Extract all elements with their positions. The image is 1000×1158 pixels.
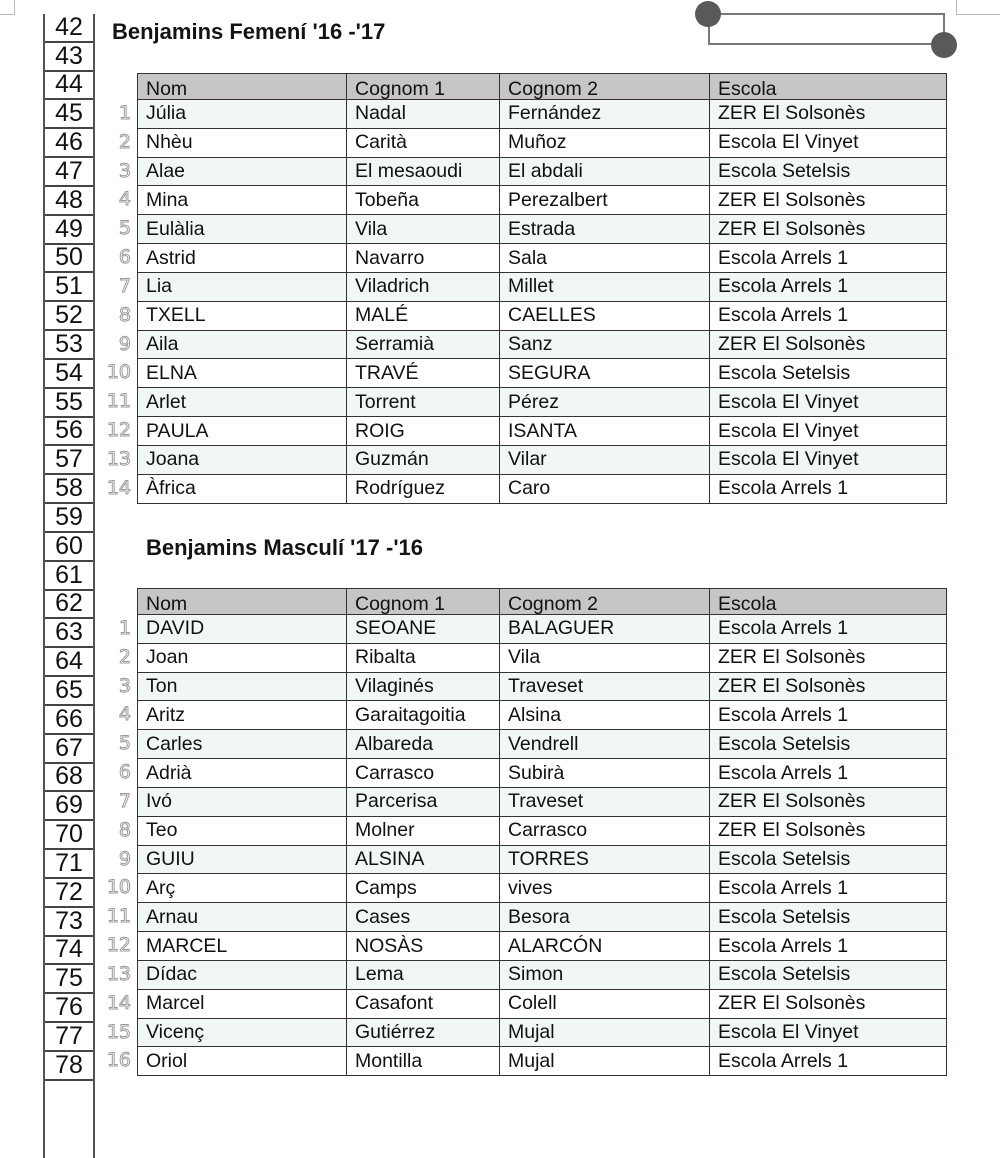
row-index-number: 6 [118, 246, 131, 269]
row-header[interactable]: 69 [45, 792, 93, 821]
cell-cognom-2[interactable]: ALARCÓN [500, 932, 710, 961]
grid-corner [956, 0, 1000, 15]
row-header[interactable]: 72 [45, 879, 93, 908]
row-index-number: 12 [106, 934, 131, 957]
cell-escola[interactable]: ZER El Solsonès [710, 215, 947, 244]
cell-nom[interactable]: Aila [138, 330, 347, 359]
row-header[interactable]: 43 [45, 43, 93, 72]
table-row [138, 272, 947, 301]
cell-nom[interactable]: Arnau [138, 903, 347, 932]
cell-cognom-1[interactable]: ALSINA [347, 845, 500, 874]
row-header[interactable]: 42 [45, 14, 93, 43]
cell-nom[interactable]: Àfrica [138, 474, 347, 503]
cell-nom[interactable]: Vicenç [138, 1018, 347, 1047]
cell-cognom-2[interactable]: Besora [500, 903, 710, 932]
table-row [138, 730, 947, 759]
cell-escola[interactable]: Escola Setelsis [710, 960, 947, 989]
cell-escola[interactable]: Escola Setelsis [710, 845, 947, 874]
row-index-number: 2 [118, 645, 131, 668]
row-index-number: 14 [106, 991, 131, 1014]
cell-escola[interactable]: ZER El Solsonès [710, 330, 947, 359]
cell-nom[interactable]: Aritz [138, 701, 347, 730]
cell-escola[interactable]: ZER El Solsonès [710, 816, 947, 845]
section-title-female: Benjamins Femení '16 -'17 [112, 19, 386, 44]
row-header[interactable]: 74 [45, 937, 93, 966]
cell-cognom-2[interactable]: Muñoz [500, 128, 710, 157]
cell-cognom-2[interactable]: ISANTA [500, 417, 710, 446]
cell-cognom-2[interactable]: Simon [500, 960, 710, 989]
row-index-number: 10 [106, 361, 131, 384]
cell-cognom-1[interactable]: El mesaoudi [347, 157, 500, 186]
cell-cognom-1[interactable]: Garaitagoitia [347, 701, 500, 730]
cell-cognom-1[interactable]: Parcerisa [347, 787, 500, 816]
cell-nom[interactable]: Teo [138, 816, 347, 845]
cell-escola[interactable]: Escola Setelsis [710, 730, 947, 759]
row-header[interactable]: 46 [45, 129, 93, 158]
row-header[interactable]: 63 [45, 619, 93, 648]
cell-nom[interactable]: GUIU [138, 845, 347, 874]
cell-nom[interactable]: Ton [138, 672, 347, 701]
row-header-column [43, 14, 95, 1158]
cell-cognom-1[interactable]: Camps [347, 874, 500, 903]
cell-cognom-1[interactable]: Nadal [347, 100, 500, 129]
row-header[interactable]: 62 [45, 591, 93, 620]
row-header[interactable]: 44 [45, 72, 93, 101]
table-row [138, 417, 947, 446]
cell-escola[interactable]: Escola El Vinyet [710, 128, 947, 157]
table-row [138, 244, 947, 273]
cell-escola[interactable]: Escola El Vinyet [710, 417, 947, 446]
cell-selection[interactable] [708, 13, 945, 45]
cell-escola[interactable]: ZER El Solsonès [710, 100, 947, 129]
column-header-nom[interactable]: Nom [138, 589, 347, 615]
cell-cognom-2[interactable]: Caro [500, 474, 710, 503]
table-row [138, 157, 947, 186]
row-header[interactable]: 47 [45, 158, 93, 187]
table-row [138, 759, 947, 788]
cell-escola[interactable]: Escola Setelsis [710, 903, 947, 932]
cell-escola[interactable]: Escola El Vinyet [710, 388, 947, 417]
table-row [138, 874, 947, 903]
row-header[interactable]: 73 [45, 908, 93, 937]
table-row [138, 388, 947, 417]
row-index-number: 15 [106, 1020, 131, 1043]
row-index-number: 5 [118, 732, 131, 755]
cell-cognom-2[interactable]: Pérez [500, 388, 710, 417]
cell-nom[interactable]: Mina [138, 186, 347, 215]
row-index-number: 13 [106, 447, 131, 470]
cell-escola[interactable]: Escola El Vinyet [710, 1018, 947, 1047]
row-header[interactable]: 78 [45, 1052, 93, 1081]
cell-nom[interactable]: TXELL [138, 301, 347, 330]
row-header[interactable]: 59 [45, 504, 93, 533]
cell-cognom-2[interactable]: Perezalbert [500, 186, 710, 215]
cell-nom[interactable]: Adrià [138, 759, 347, 788]
cell-nom[interactable]: MARCEL [138, 932, 347, 961]
row-index-number: 8 [118, 818, 131, 841]
table-row [138, 474, 947, 503]
table-row [138, 359, 947, 388]
table-row [138, 445, 947, 474]
row-header[interactable]: 53 [45, 331, 93, 360]
cell-nom[interactable]: Lia [138, 272, 347, 301]
row-index-number: 13 [106, 962, 131, 985]
row-index-number: 4 [118, 188, 131, 211]
row-index-number: 5 [118, 217, 131, 240]
column-header-escola[interactable]: Escola [710, 74, 947, 100]
row-index-number: 10 [106, 876, 131, 899]
row-header[interactable]: 65 [45, 677, 93, 706]
cell-cognom-1[interactable]: Guzmán [347, 445, 500, 474]
row-index-number: 6 [118, 761, 131, 784]
row-index-number: 7 [118, 274, 131, 297]
column-header-cognom-2[interactable]: Cognom 2 [500, 589, 710, 615]
cell-nom[interactable]: Nhèu [138, 128, 347, 157]
cell-nom[interactable]: Oriol [138, 1047, 347, 1076]
cell-cognom-1[interactable]: SEOANE [347, 615, 500, 644]
cell-cognom-2[interactable]: Millet [500, 272, 710, 301]
cell-escola[interactable]: Escola Arrels 1 [710, 244, 947, 273]
row-index-number: 11 [106, 905, 131, 928]
row-header[interactable]: 77 [45, 1023, 93, 1052]
cell-nom[interactable]: Arlet [138, 388, 347, 417]
cell-escola[interactable]: ZER El Solsonès [710, 787, 947, 816]
cell-escola[interactable]: Escola Arrels 1 [710, 932, 947, 961]
cell-escola[interactable]: Escola Arrels 1 [710, 1047, 947, 1076]
cell-cognom-1[interactable]: Cases [347, 903, 500, 932]
table-row [138, 330, 947, 359]
cell-nom[interactable]: Eulàlia [138, 215, 347, 244]
cell-cognom-1[interactable]: Navarro [347, 244, 500, 273]
cell-cognom-1[interactable]: Rodríguez [347, 474, 500, 503]
cell-nom[interactable]: Marcel [138, 989, 347, 1018]
row-header[interactable]: 58 [45, 475, 93, 504]
column-header-nom[interactable]: Nom [138, 74, 347, 100]
row-index-number: 9 [118, 847, 131, 870]
cell-escola[interactable]: Escola El Vinyet [710, 445, 947, 474]
cell-cognom-2[interactable]: Mujal [500, 1018, 710, 1047]
row-header[interactable]: 57 [45, 446, 93, 475]
cell-nom[interactable]: Carles [138, 730, 347, 759]
row-index-number: 9 [118, 332, 131, 355]
cell-cognom-1[interactable]: ROIG [347, 417, 500, 446]
selection-end-handle[interactable] [931, 32, 957, 58]
row-index-number: 7 [118, 789, 131, 812]
cell-cognom-1[interactable]: Carità [347, 128, 500, 157]
table-row [138, 845, 947, 874]
row-header[interactable]: 66 [45, 706, 93, 735]
row-index-number: 12 [106, 419, 131, 442]
row-index-number: 3 [118, 674, 131, 697]
table-row [138, 903, 947, 932]
cell-escola[interactable]: Escola Arrels 1 [710, 474, 947, 503]
row-index-number: 1 [118, 102, 131, 124]
cell-cognom-1[interactable]: Tobeña [347, 186, 500, 215]
cell-escola[interactable]: ZER El Solsonès [710, 643, 947, 672]
cell-cognom-1[interactable]: Molner [347, 816, 500, 845]
cell-nom[interactable]: Joan [138, 643, 347, 672]
cell-escola[interactable]: Escola Arrels 1 [710, 759, 947, 788]
cell-cognom-2[interactable]: BALAGUER [500, 615, 710, 644]
table-header-row [138, 74, 947, 100]
cell-cognom-2[interactable]: Traveset [500, 787, 710, 816]
cell-cognom-2[interactable]: Mujal [500, 1047, 710, 1076]
cell-cognom-2[interactable]: Carrasco [500, 816, 710, 845]
row-index-number: 3 [118, 159, 131, 182]
roster-table-female [137, 73, 947, 504]
cell-nom[interactable]: Arç [138, 874, 347, 903]
cell-escola[interactable]: Escola Arrels 1 [710, 272, 947, 301]
section-title-male: Benjamins Masculí '17 -'16 [146, 535, 424, 560]
row-index-number: 2 [118, 130, 131, 153]
cell-escola[interactable]: ZER El Solsonès [710, 672, 947, 701]
cell-cognom-1[interactable]: Vilaginés [347, 672, 500, 701]
column-header-cognom-1[interactable]: Cognom 1 [347, 74, 500, 100]
roster-table-male [137, 588, 947, 1076]
cell-cognom-1[interactable]: MALÉ [347, 301, 500, 330]
cell-cognom-1[interactable]: Serramià [347, 330, 500, 359]
cell-cognom-1[interactable]: Torrent [347, 388, 500, 417]
row-header[interactable]: 45 [45, 100, 93, 129]
cell-nom[interactable]: Ivó [138, 787, 347, 816]
row-header[interactable]: 64 [45, 648, 93, 677]
table-row [138, 932, 947, 961]
cell-cognom-2[interactable]: CAELLES [500, 301, 710, 330]
row-header[interactable]: 49 [45, 216, 93, 245]
table-row [138, 672, 947, 701]
row-header[interactable]: 54 [45, 360, 93, 389]
cell-nom[interactable]: ELNA [138, 359, 347, 388]
row-index-number: 1 [118, 617, 131, 639]
column-header-cognom-2[interactable]: Cognom 2 [500, 74, 710, 100]
cell-cognom-2[interactable]: Fernández [500, 100, 710, 129]
cell-nom[interactable]: PAULA [138, 417, 347, 446]
row-index-number: 11 [106, 390, 131, 413]
table-row [138, 301, 947, 330]
table-row [138, 643, 947, 672]
cell-nom[interactable]: Astrid [138, 244, 347, 273]
cell-escola[interactable]: Escola Arrels 1 [710, 301, 947, 330]
row-header[interactable]: 61 [45, 562, 93, 591]
row-header[interactable]: 70 [45, 821, 93, 850]
cell-cognom-1[interactable]: Casafont [347, 989, 500, 1018]
cell-escola[interactable]: Escola Setelsis [710, 359, 947, 388]
cell-cognom-2[interactable]: vives [500, 874, 710, 903]
row-index-number: 14 [106, 476, 131, 499]
cell-cognom-1[interactable]: Lema [347, 960, 500, 989]
table-header-row [138, 589, 947, 615]
cell-cognom-1[interactable]: Ribalta [347, 643, 500, 672]
table-row [138, 960, 947, 989]
cell-escola[interactable]: ZER El Solsonès [710, 186, 947, 215]
cell-cognom-2[interactable]: Estrada [500, 215, 710, 244]
row-header[interactable]: 60 [45, 533, 93, 562]
row-header[interactable]: 56 [45, 418, 93, 447]
table-row [138, 701, 947, 730]
cell-cognom-2[interactable]: Vendrell [500, 730, 710, 759]
cell-cognom-1[interactable]: Carrasco [347, 759, 500, 788]
row-header[interactable]: 75 [45, 965, 93, 994]
table-row [138, 615, 947, 644]
cell-escola[interactable]: Escola Setelsis [710, 157, 947, 186]
row-header[interactable]: 67 [45, 735, 93, 764]
row-header[interactable]: 71 [45, 850, 93, 879]
row-header[interactable]: 48 [45, 187, 93, 216]
selection-start-handle[interactable] [695, 1, 721, 27]
table-row [138, 100, 947, 129]
cell-nom[interactable]: Júlia [138, 100, 347, 129]
table-row [138, 989, 947, 1018]
cell-cognom-2[interactable]: SEGURA [500, 359, 710, 388]
cell-escola[interactable]: ZER El Solsonès [710, 989, 947, 1018]
cell-cognom-1[interactable]: Albareda [347, 730, 500, 759]
column-header-escola[interactable]: Escola [710, 589, 947, 615]
cell-nom[interactable]: Joana [138, 445, 347, 474]
row-index-number: 16 [106, 1049, 131, 1072]
cell-nom[interactable]: Dídac [138, 960, 347, 989]
row-header[interactable]: 50 [45, 245, 93, 274]
cell-cognom-2[interactable]: Traveset [500, 672, 710, 701]
row-header[interactable]: 55 [45, 389, 93, 418]
cell-escola[interactable]: Escola Arrels 1 [710, 874, 947, 903]
row-header[interactable]: 68 [45, 764, 93, 793]
table-row [138, 1018, 947, 1047]
row-header[interactable]: 51 [45, 273, 93, 302]
table-row [138, 215, 947, 244]
cell-cognom-2[interactable]: Vila [500, 643, 710, 672]
cell-cognom-2[interactable]: El abdali [500, 157, 710, 186]
cell-cognom-2[interactable]: Colell [500, 989, 710, 1018]
cell-cognom-2[interactable]: Alsina [500, 701, 710, 730]
cell-nom[interactable]: Alae [138, 157, 347, 186]
cell-cognom-2[interactable]: TORRES [500, 845, 710, 874]
cell-cognom-1[interactable]: Viladrich [347, 272, 500, 301]
cell-cognom-1[interactable]: Gutiérrez [347, 1018, 500, 1047]
table-row [138, 1047, 947, 1076]
row-header[interactable]: 52 [45, 302, 93, 331]
table-row [138, 787, 947, 816]
row-header[interactable]: 76 [45, 994, 93, 1023]
table-row [138, 816, 947, 845]
row-index-number: 4 [118, 703, 131, 726]
cell-cognom-1[interactable]: Vila [347, 215, 500, 244]
cell-escola[interactable]: Escola Arrels 1 [710, 615, 947, 644]
row-index-number: 8 [118, 303, 131, 326]
cell-cognom-1[interactable]: Montilla [347, 1047, 500, 1076]
cell-cognom-2[interactable]: Vilar [500, 445, 710, 474]
cell-cognom-2[interactable]: Sala [500, 244, 710, 273]
cell-cognom-2[interactable]: Sanz [500, 330, 710, 359]
table-row [138, 186, 947, 215]
cell-cognom-2[interactable]: Subirà [500, 759, 710, 788]
cell-cognom-1[interactable]: NOSÀS [347, 932, 500, 961]
table-row [138, 128, 947, 157]
select-all-corner[interactable] [0, 0, 15, 15]
cell-nom[interactable]: DAVID [138, 615, 347, 644]
cell-cognom-1[interactable]: TRAVÉ [347, 359, 500, 388]
cell-escola[interactable]: Escola Arrels 1 [710, 701, 947, 730]
column-header-cognom-1[interactable]: Cognom 1 [347, 589, 500, 615]
